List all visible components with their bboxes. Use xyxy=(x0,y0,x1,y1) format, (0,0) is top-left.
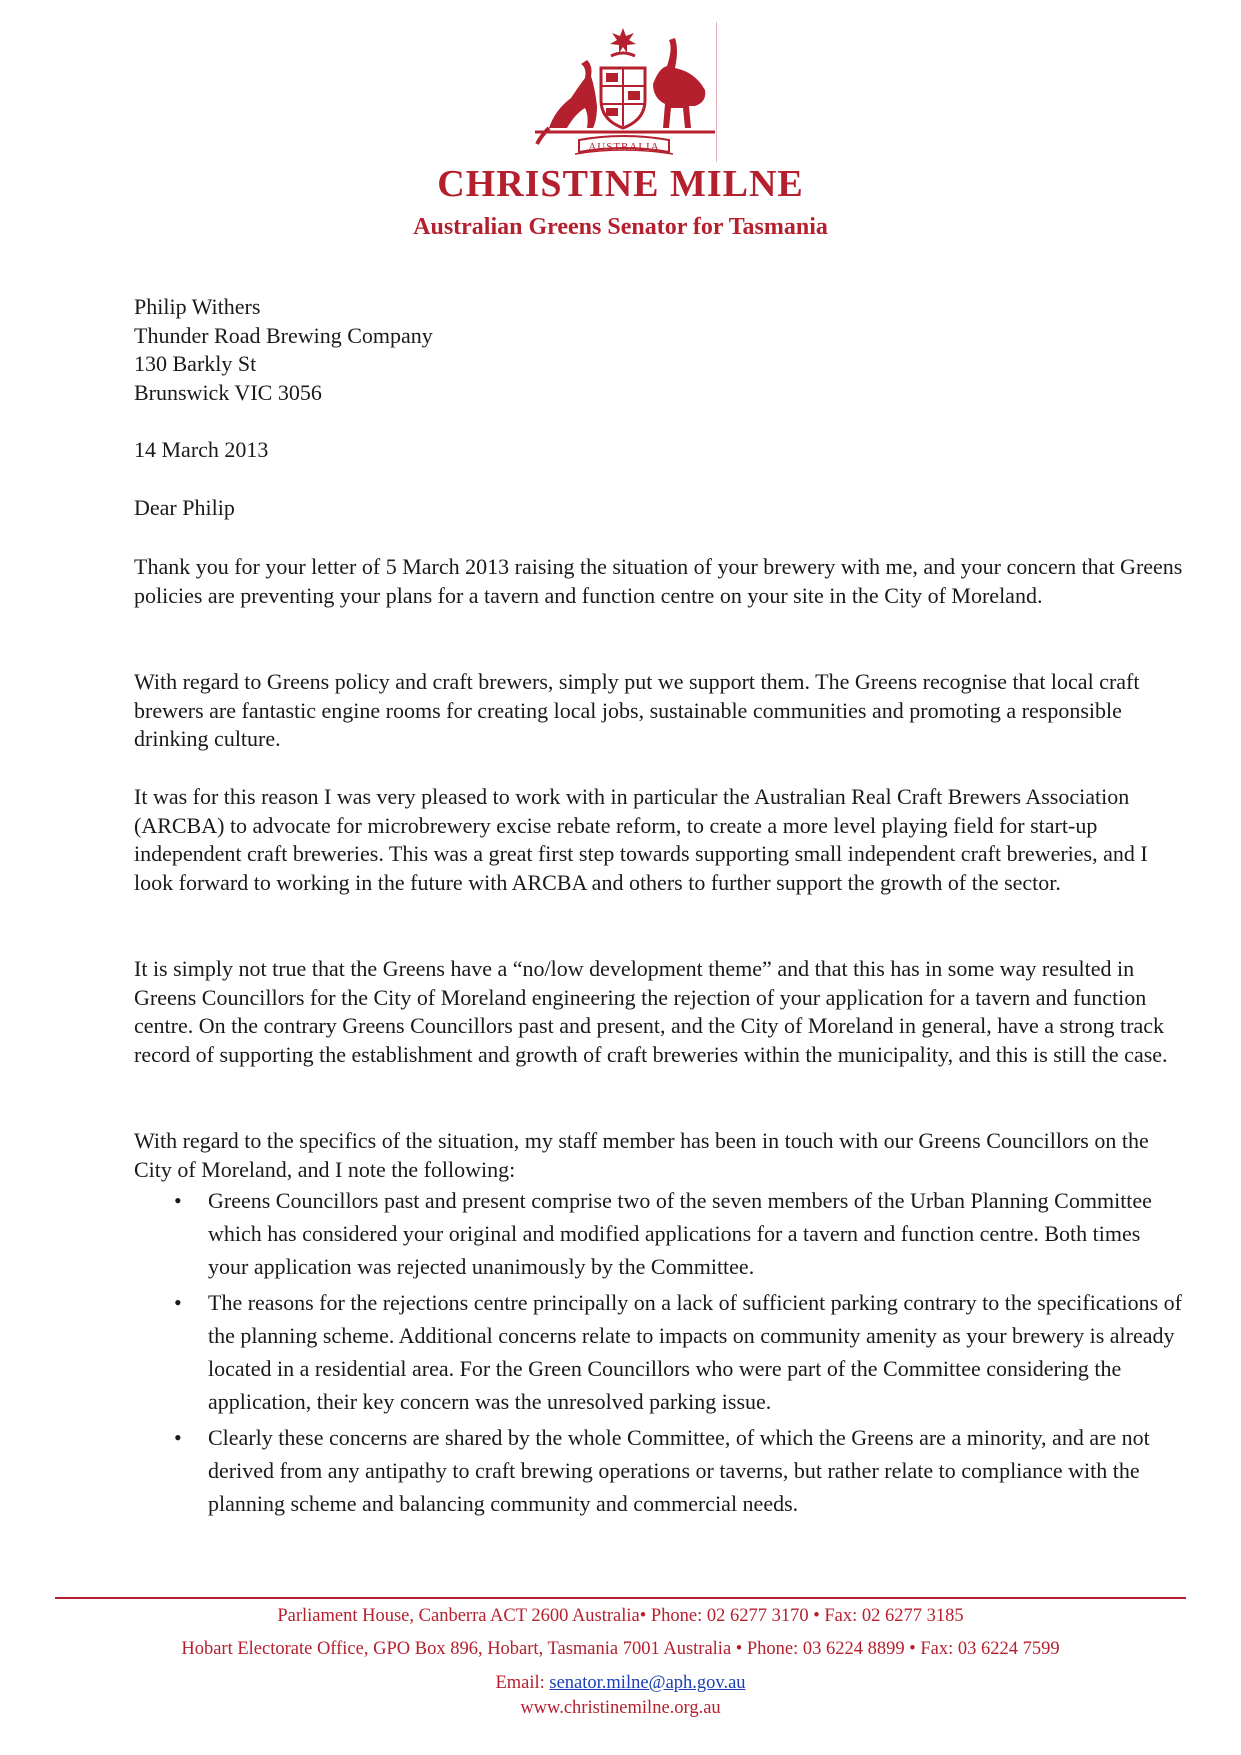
letterhead-subtitle: Australian Greens Senator for Tasmania xyxy=(413,214,828,240)
bullet-list xyxy=(134,1184,1184,1523)
bullet-icon: • xyxy=(174,1188,182,1213)
footer-electorate-address: Hobart Electorate Office, GPO Box 896, Hobart, Tasmania 7001 Australia • Phone: 03 6224 8899 • Fax: 03 6224 7599 xyxy=(181,1639,1060,1659)
letter-date: 14 March 2013 xyxy=(134,437,269,462)
list-item-text: Clearly these concerns are shared by the whole Committee, of which the Greens are a minority, and are not derived from any antipathy to craft brewing operations or taverns, but rather relate to compliance with the planning scheme and balancing community and commercial needs. xyxy=(208,1425,1150,1516)
crest-banner-text: AUSTRALIA xyxy=(588,141,660,153)
footer-parliament-address: Parliament House, Canberra ACT 2600 Australia• Phone: 02 6277 3170 • Fax: 02 6277 3185 xyxy=(277,1606,964,1626)
recipient-street: 130 Barkly St xyxy=(134,351,257,376)
recipient-name: Philip Withers xyxy=(134,294,261,319)
list-item xyxy=(134,1286,1184,1418)
paragraph: With regard to Greens policy and craft brewers, simply put we support them. The Greens recognise that local craft brewers are fantastic engine rooms for creating local jobs, sustainable communities and promoting a responsible drinking culture. xyxy=(134,669,1140,751)
coat-of-arms-icon xyxy=(535,28,715,160)
footer-divider xyxy=(55,1597,1186,1599)
paragraph: Thank you for your letter of 5 March 2013 raising the situation of your brewery with me, and your concern that Greens policies are preventing your plans for a tavern and function centre on your site in the City of Moreland. xyxy=(134,554,1183,608)
letterhead-name: CHRISTINE MILNE xyxy=(437,163,804,205)
list-item-text: Greens Councillors past and present comprise two of the seven members of the Urban Planning Committee which has considered your original and modified applications for a tavern and function centre. Both times your application was rejected unanimously by the Committee. xyxy=(208,1188,1152,1279)
salutation: Dear Philip xyxy=(134,495,235,520)
footer-website[interactable]: www.christinemilne.org.au xyxy=(520,1698,721,1718)
recipient-company: Thunder Road Brewing Company xyxy=(134,322,433,348)
footer-email xyxy=(0,1673,1241,1694)
recipient-suburb: Brunswick VIC 3056 xyxy=(134,379,322,405)
email-link[interactable]: senator.milne@aph.gov.au xyxy=(549,1673,746,1693)
list-item xyxy=(134,1421,1184,1520)
bullet-icon: • xyxy=(174,1425,182,1450)
bullet-icon: • xyxy=(174,1290,182,1315)
paragraph: It was for this reason I was very pleased to work with in particular the Australian Real Craft Brewers Association (ARCBA) to advocate for microbrewery excise rebate reform, to create a more level playing field for start-up independent craft breweries. This was a great first step towards supporting small independent craft breweries, and I look forward to working in the future with ARCBA and others to further support the growth of the sector. xyxy=(134,784,1148,895)
list-item xyxy=(134,1184,1184,1283)
recipient-address xyxy=(134,293,1184,407)
paragraph: It is simply not true that the Greens have a “no/low development theme” and that this has in some way resulted in Greens Councillors for the City of Moreland engineering the rejection of your application for a tavern and function centre. On the contrary Greens Councillors past and present, and the City of Moreland in general, have a strong track record of supporting the establishment and growth of craft breweries within the municipality, and this is still the case. xyxy=(134,956,1168,1067)
paragraph: With regard to the specifics of the situation, my staff member has been in touch with our Greens Councillors on the City of Moreland, and I note the following: xyxy=(134,1128,1149,1182)
list-item-text: The reasons for the rejections centre principally on a lack of sufficient parking contrary to the specifications of the planning scheme. Additional concerns relate to impacts on community amenity as your brewery is already located in a residential area. For the Green Councillors who were part of the Committee considering the application, their key concern was the unresolved parking issue. xyxy=(208,1290,1182,1414)
footer-email-label: Email: xyxy=(495,1673,550,1693)
letterhead-divider xyxy=(716,22,717,162)
